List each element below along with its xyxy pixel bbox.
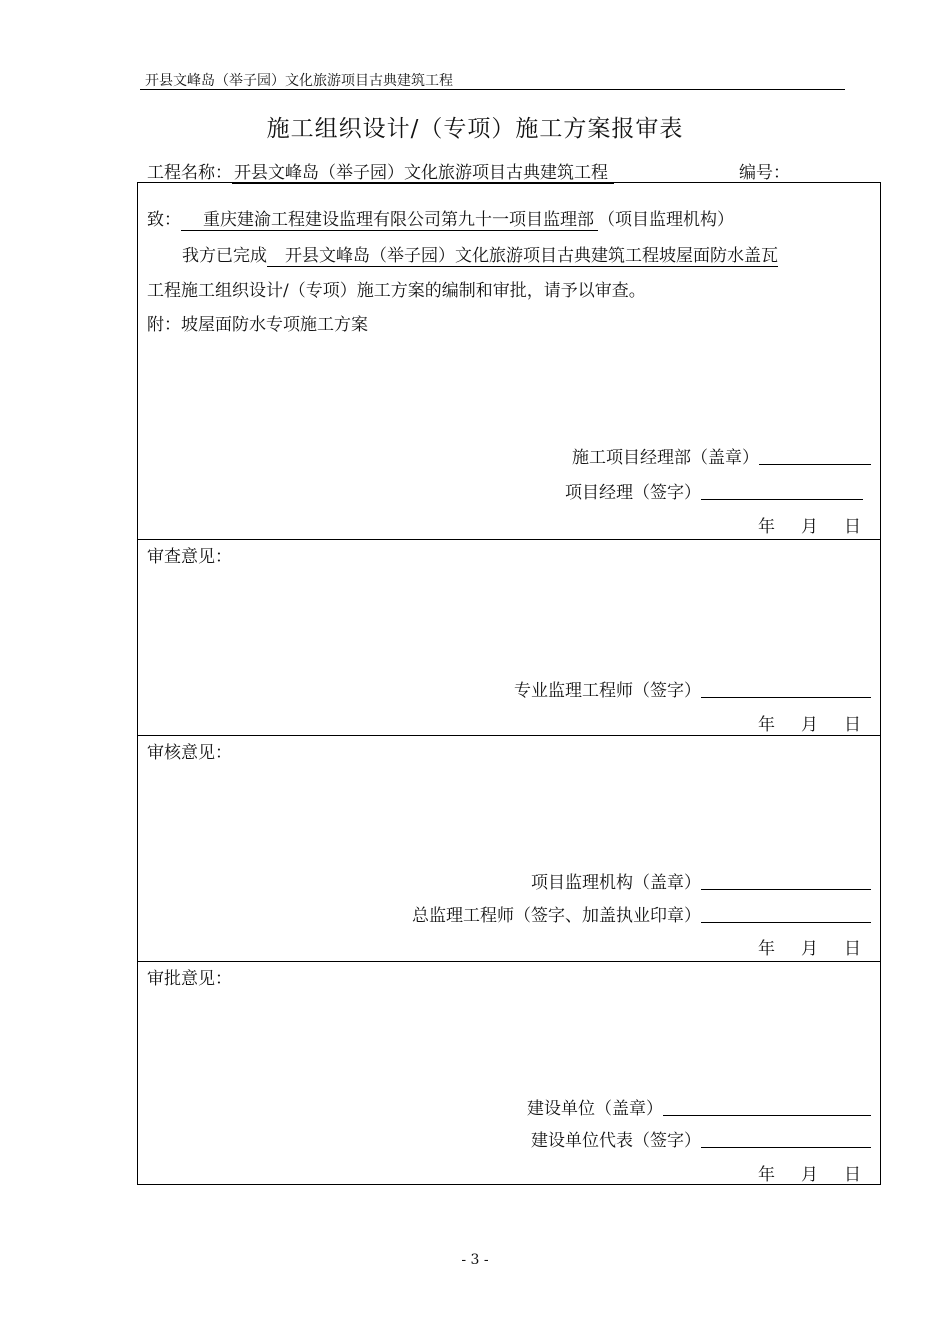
review-section xyxy=(138,539,880,735)
owner-rep-sign-label: 建设单位代表（签字） xyxy=(531,1131,701,1151)
project-name-label: 工程名称： xyxy=(147,163,232,183)
review-sign-blank xyxy=(701,680,871,698)
supervision-org: 重庆建渝工程建设监理有限公司第九十一项目监理部 xyxy=(181,210,598,231)
document-title: 施工组织设计/（专项）施工方案报审表 xyxy=(266,116,684,142)
audit-stamp-line xyxy=(531,868,871,893)
review-heading: 审查意见： xyxy=(147,547,232,567)
owner-stamp-blank xyxy=(663,1098,871,1116)
completed-work: 开县文峰岛（举子园）文化旅游项目古典建筑工程坡屋面防水盖瓦 xyxy=(267,246,778,267)
date-line xyxy=(758,1160,861,1185)
date-year: 年 xyxy=(758,1165,775,1185)
date-day: 日 xyxy=(844,715,861,735)
date-year: 年 xyxy=(758,939,775,959)
chief-sign-label: 总监理工程师（签字、加盖执业印章） xyxy=(412,906,701,926)
review-sign-line xyxy=(514,676,871,701)
stamp-label: 施工项目经理部（盖章） xyxy=(572,448,759,468)
date-year: 年 xyxy=(758,715,775,735)
completion-line xyxy=(182,241,778,266)
chief-sign-line xyxy=(412,901,871,926)
manager-sign-line xyxy=(565,478,863,503)
date-line xyxy=(758,512,861,537)
chief-sign-blank xyxy=(701,905,871,923)
addressee-line xyxy=(147,205,734,230)
owner-stamp-line xyxy=(527,1094,871,1119)
audit-stamp-blank xyxy=(701,872,871,890)
to-label: 致： xyxy=(147,210,181,230)
project-meta xyxy=(147,158,847,183)
number-label: 编号： xyxy=(739,163,790,183)
date-year: 年 xyxy=(758,517,775,537)
date-day: 日 xyxy=(844,517,861,537)
owner-stamp-label: 建设单位（盖章） xyxy=(527,1099,663,1119)
stamp-line xyxy=(572,443,871,468)
header-rule xyxy=(140,89,845,90)
review-sign-label: 专业监理工程师（签字） xyxy=(514,681,701,701)
audit-heading: 审核意见： xyxy=(147,743,232,763)
date-day: 日 xyxy=(844,939,861,959)
stamp-blank xyxy=(759,447,871,465)
manager-sign-blank xyxy=(701,482,863,500)
body-text: 工程施工组织设计/（专项）施工方案的编制和审批，请予以审查。 xyxy=(147,281,646,301)
date-month: 月 xyxy=(801,1165,818,1185)
submission-section xyxy=(138,183,880,539)
to-suffix: （项目监理机构） xyxy=(598,210,734,230)
approval-section xyxy=(138,961,880,1185)
date-day: 日 xyxy=(844,1165,861,1185)
approval-heading: 审批意见： xyxy=(147,969,232,989)
completed-prefix: 我方已完成 xyxy=(182,246,267,266)
owner-rep-sign-line xyxy=(531,1126,871,1151)
audit-stamp-label: 项目监理机构（盖章） xyxy=(531,873,701,893)
date-month: 月 xyxy=(801,517,818,537)
attachment-line: 附：坡屋面防水专项施工方案 xyxy=(147,315,368,335)
project-name-value: 开县文峰岛（举子园）文化旅游项目古典建筑工程 xyxy=(232,163,614,184)
owner-rep-sign-blank xyxy=(701,1130,871,1148)
date-line xyxy=(758,710,861,735)
date-line xyxy=(758,934,861,959)
date-month: 月 xyxy=(801,939,818,959)
date-month: 月 xyxy=(801,715,818,735)
page-number: - 3 - xyxy=(461,1252,489,1268)
running-header: 开县文峰岛（举子园）文化旅游项目古典建筑工程 xyxy=(145,73,453,89)
manager-sign-label: 项目经理（签字） xyxy=(565,483,701,503)
approval-form-table xyxy=(137,182,881,1185)
audit-section xyxy=(138,735,880,961)
